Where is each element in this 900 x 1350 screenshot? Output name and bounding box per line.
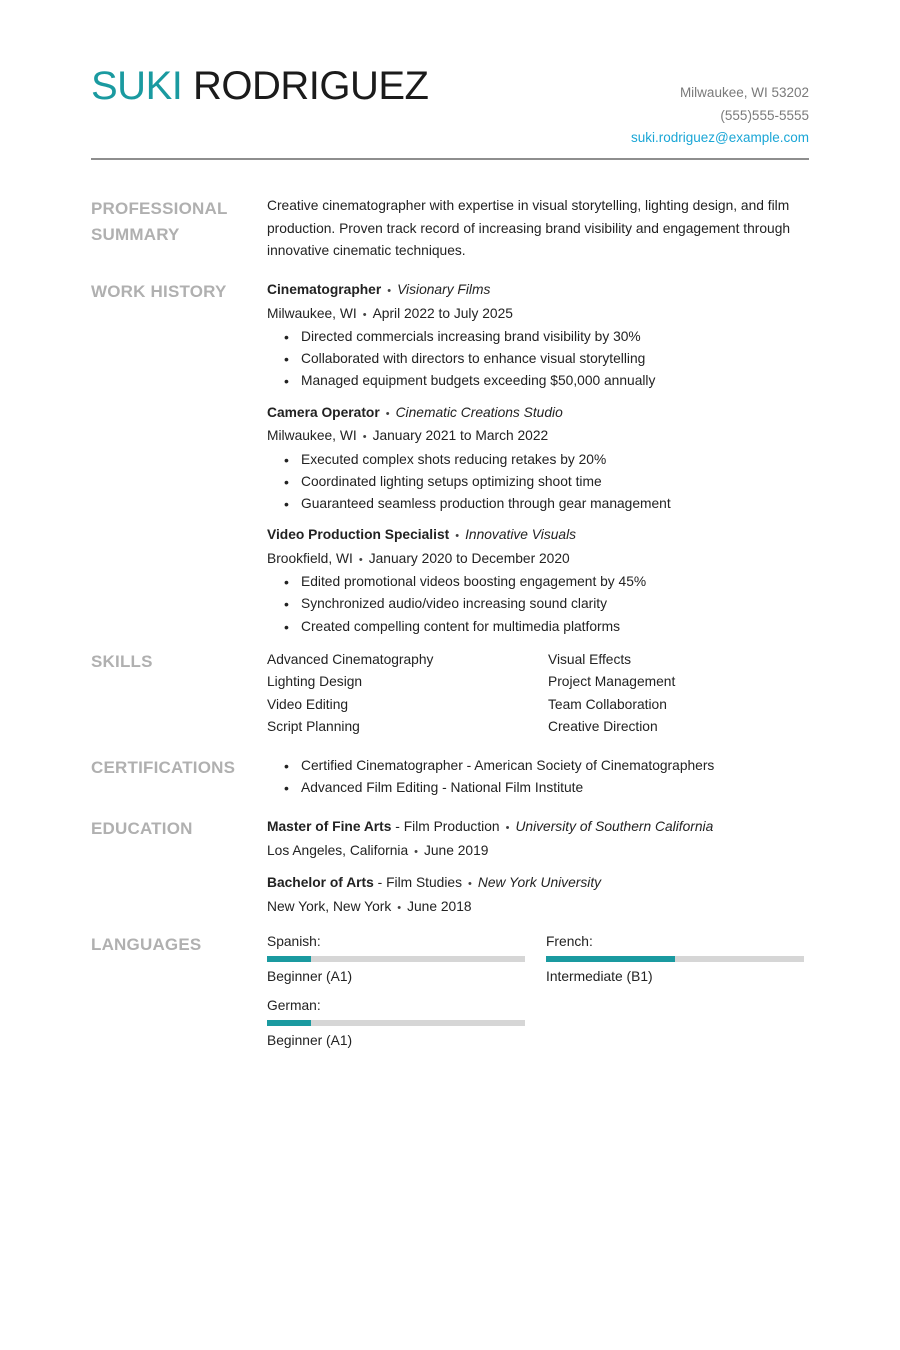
job-meta [267, 425, 809, 449]
job-dates: April 2022 to July 2025 [372, 305, 513, 321]
separator-dot: • [362, 431, 367, 444]
education-entry [267, 872, 809, 919]
job-location: Milwaukee, WI [267, 305, 357, 321]
education-meta [267, 840, 809, 864]
section-label-skills: SKILLS [91, 652, 153, 671]
job-bullets [267, 571, 809, 638]
language-item [267, 996, 546, 1052]
section-label-education: EDUCATION [91, 819, 193, 838]
separator-dot: • [387, 285, 392, 297]
skill-item: Script Planning [267, 718, 360, 734]
language-item [546, 932, 809, 988]
separator-dot: • [455, 530, 460, 543]
education-list [267, 816, 809, 928]
separator-dot: • [362, 308, 367, 321]
job-title: Camera Operator [267, 404, 380, 420]
school-name: New York University [477, 875, 602, 890]
job-location: Milwaukee, WI [267, 428, 357, 444]
degree-separator: - [391, 819, 404, 834]
section-label-summary: PROFESSIONAL SUMMARY [91, 199, 228, 244]
degree: Master of Fine Arts [267, 819, 392, 834]
proficiency-level: Intermediate (B1) [546, 969, 653, 984]
degree: Bachelor of Arts [267, 875, 374, 890]
language-name: German: [267, 998, 321, 1013]
jobs-list [267, 279, 809, 647]
job-entry [267, 524, 809, 638]
field-of-study: Film Studies [386, 875, 462, 890]
job-bullet: • Executed complex shots reducing retakes by 20% [301, 449, 809, 471]
proficiency-bar [267, 956, 525, 962]
resume-header [91, 62, 809, 160]
language-name: French: [546, 934, 593, 949]
company-name: Innovative Visuals [465, 527, 577, 543]
section-label-certifications: CERTIFICATIONS [91, 758, 236, 777]
language-name: Spanish: [267, 934, 321, 949]
education-meta [267, 896, 809, 920]
skill-item: Creative Direction [548, 718, 658, 734]
education-entry [267, 816, 809, 863]
job-dates: January 2020 to December 2020 [368, 550, 570, 566]
proficiency-level: Beginner (A1) [267, 1033, 353, 1048]
job-meta [267, 303, 809, 327]
degree-separator: - [373, 875, 387, 890]
email-link[interactable]: suki.rodriguez@example.com [630, 130, 809, 145]
job-bullet: • Guaranteed seamless production through gear management [301, 493, 809, 515]
skill-item: Lighting Design [267, 674, 363, 690]
company-name: Cinematic Creations Studio [395, 404, 563, 420]
job-bullet: • Managed equipment budgets exceeding $50,000 annually [301, 370, 809, 392]
proficiency-bar-fill [267, 956, 311, 962]
certification-item: • Certified Cinematographer - American Society of Cinematographers [301, 755, 809, 777]
header-divider [91, 158, 809, 160]
certifications-body [267, 755, 809, 799]
skills-list [267, 649, 809, 738]
certifications-list [267, 755, 809, 799]
job-bullets [267, 326, 809, 393]
school-location: Los Angeles, California [267, 842, 409, 858]
last-name: RODRIGUEZ [192, 64, 429, 108]
separator-dot: • [505, 822, 510, 834]
proficiency-bar [267, 1020, 525, 1026]
separator-dot: • [468, 878, 472, 890]
proficiency-bar-fill [546, 956, 675, 962]
proficiency-bar [546, 956, 804, 962]
language-item [267, 932, 546, 988]
job-meta [267, 548, 809, 572]
proficiency-level: Beginner (A1) [267, 969, 353, 984]
address: Milwaukee, WI 53202 [679, 85, 809, 100]
skill-item: Team Collaboration [548, 696, 667, 712]
school-name: University of Southern California [515, 819, 714, 834]
education-heading [267, 816, 809, 840]
proficiency-bar-fill [267, 1020, 311, 1026]
skill-item: Advanced Cinematography [267, 652, 434, 667]
skill-item: Video Editing [267, 696, 349, 712]
job-bullet: • Created compelling content for multimedia platforms [301, 616, 809, 638]
job-title: Cinematographer [267, 282, 382, 297]
job-entry [267, 402, 809, 516]
school-location: New York, New York [267, 898, 392, 914]
languages-list [267, 932, 809, 1052]
job-dates: January 2021 to March 2022 [372, 428, 549, 444]
job-entry [267, 279, 809, 393]
job-bullet: • Edited promotional videos boosting engagement by 45% [301, 571, 809, 593]
first-name: SUKI [91, 64, 183, 108]
skill-item: Project Management [548, 674, 676, 690]
job-bullet: • Directed commercials increasing brand visibility by 30% [301, 326, 809, 348]
summary-text: Creative cinematographer with expertise in visual storytelling, lighting design, and film production. Proven track record of increasing brand visibility and engagement through innovative cinematic techniques. [267, 198, 791, 258]
company-name: Visionary Films [397, 282, 491, 297]
job-heading [267, 279, 809, 303]
graduation-date: June 2018 [407, 898, 472, 914]
contact-info [631, 82, 809, 150]
field-of-study: Film Production [403, 819, 500, 834]
job-bullets [267, 449, 809, 516]
skill-item: Visual Effects [548, 652, 632, 667]
section-label-languages: LANGUAGES [91, 935, 202, 954]
separator-dot: • [385, 407, 390, 420]
education-heading [267, 872, 809, 896]
separator-dot: • [397, 901, 402, 914]
job-heading [267, 402, 809, 426]
section-label-work-history: WORK HISTORY [91, 282, 227, 301]
separator-dot: • [414, 845, 418, 858]
separator-dot: • [358, 553, 363, 566]
job-title: Video Production Specialist [267, 527, 450, 543]
candidate-name [91, 62, 428, 110]
graduation-date: June 2019 [423, 842, 489, 858]
job-heading [267, 524, 809, 548]
certification-item: • Advanced Film Editing - National Film Institute [301, 777, 809, 799]
job-bullet: • Synchronized audio/video increasing sound clarity [301, 593, 809, 615]
phone: (555)555-5555 [720, 107, 809, 123]
job-location: Brookfield, WI [267, 550, 353, 566]
job-bullet: • Collaborated with directors to enhance visual storytelling [301, 348, 809, 370]
job-bullet: • Coordinated lighting setups optimizing shoot time [301, 471, 809, 493]
